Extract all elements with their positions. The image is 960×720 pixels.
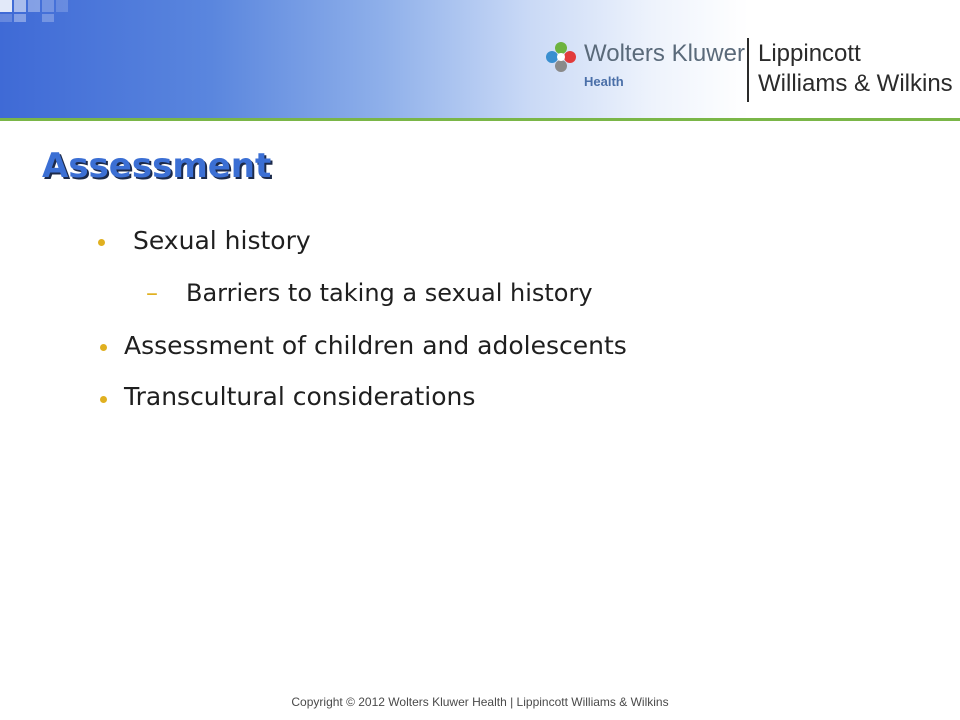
decor-square xyxy=(0,14,12,22)
decor-square xyxy=(42,14,54,22)
decor-square xyxy=(14,14,26,22)
imprint-line-1: Lippincott xyxy=(758,40,861,67)
decor-square xyxy=(28,0,40,12)
bullet-dot-icon xyxy=(98,239,105,246)
brand-name: Wolters Kluwer xyxy=(584,40,745,67)
copyright-footer: Copyright © 2012 Wolters Kluwer Health | Lippincott Williams & Wilkins xyxy=(291,695,669,709)
bullet-dot-icon xyxy=(100,344,107,351)
brand-subtitle: Health xyxy=(584,74,624,89)
bullet-text: Transcultural considerations xyxy=(124,382,476,411)
sub-bullet-text: Barriers to taking a sexual history xyxy=(186,279,593,307)
decor-square xyxy=(0,0,12,12)
bullet-dot-icon xyxy=(100,396,107,403)
decor-square xyxy=(42,0,54,12)
decor-square xyxy=(14,0,26,12)
imprint-line-2: Williams & Wilkins xyxy=(758,70,953,97)
header-rule xyxy=(0,118,960,121)
sub-bullet-dash-icon: – xyxy=(146,279,158,307)
bullet-text: Sexual history xyxy=(133,226,311,255)
logo-divider xyxy=(747,38,749,102)
slide-title: Assessment xyxy=(42,146,272,186)
bullet-text: Assessment of children and adolescents xyxy=(124,331,627,360)
wolters-kluwer-logo-icon xyxy=(544,40,578,74)
decor-square xyxy=(56,0,68,12)
publisher-logo xyxy=(544,38,956,108)
